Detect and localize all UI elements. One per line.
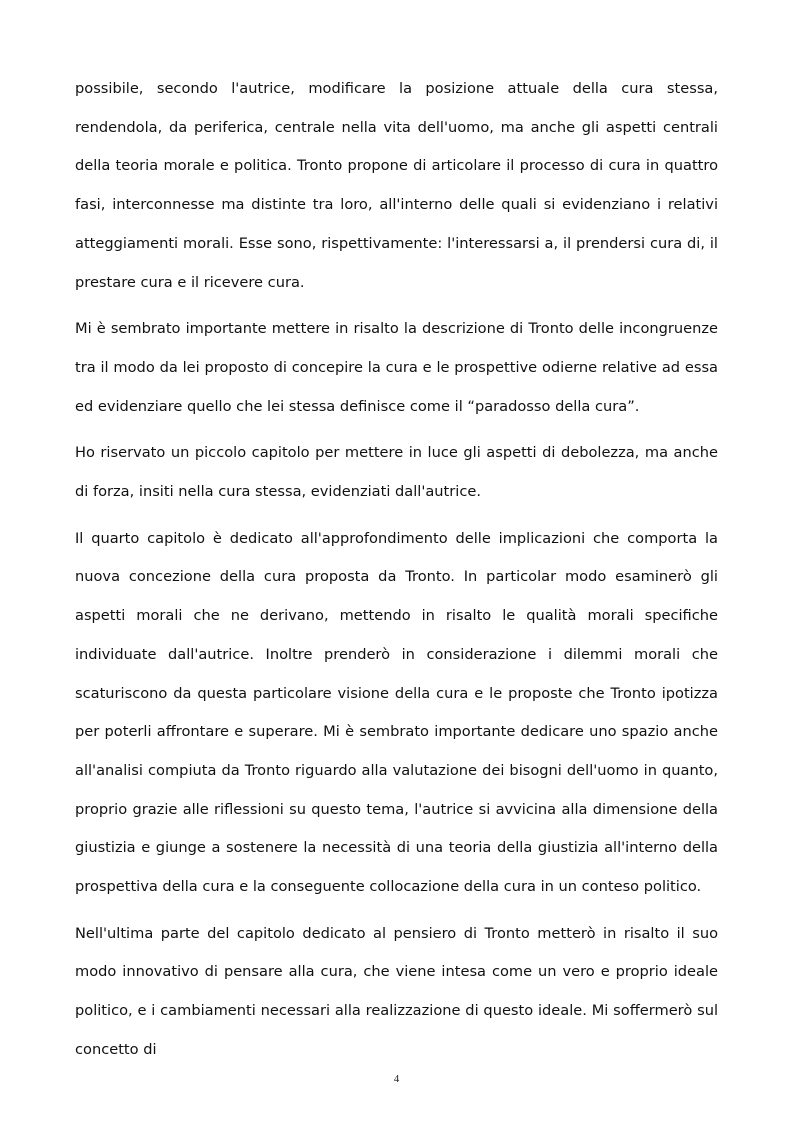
paragraph: possibile, secondo l'autrice, modificare la posizione attuale della cura stessa, rendendola, da periferica, centrale nella vita dell'uomo, ma anche gli aspetti centrali della teoria morale e politica. Tronto propone di articolare il processo di cura in quattro fasi, interconnesse ma distinte tra loro, all'interno delle quali si evidenziano i relativi atteggiamenti morali. Esse sono, rispettivamente: l'interessarsi a, il prendersi cura di, il prestare cura e il ricevere cura. <box>75 80 718 291</box>
paragraph: Nell'ultima parte del capitolo dedicato al pensiero di Tronto metterò in risalto il suo modo innovativo di pensare alla cura, che viene intesa come un vero e proprio ideale politico, e i cambiamenti necessari alla realizzazione di questo ideale. Mi soffermerò sul concetto di <box>75 924 718 1058</box>
body-text <box>75 70 718 1078</box>
paragraph: Il quarto capitolo è dedicato all'approfondimento delle implicazioni che comporta la nuova concezione della cura proposta da Tronto. In particolar modo esaminerò gli aspetti morali che ne derivano, mettendo in risalto le qualità morali specifiche individuate dall'autrice. Inoltre prenderò in considerazione i dilemmi morali che scaturiscono da questa particolare visione della cura e le proposte che Tronto ipotizza per poterli affrontare e superare. Mi è sembrato importante dedicare uno spazio anche all'analisi compiuta da Tronto riguardo alla valutazione dei bisogni dell'uomo in quanto, proprio grazie alle riflessioni su questo tema, l'autrice si avvicina alla dimensione della giustizia e giunge a sostenere la necessità di una teoria della giustizia all'interno della prospettiva della cura e la conseguente collocazione della cura in un conteso politico. <box>75 529 718 896</box>
page-number: 4 <box>393 1073 400 1085</box>
paragraph: Mi è sembrato importante mettere in risalto la descrizione di Tronto delle incongruenze tra il modo da lei proposto di concepire la cura e le prospettive odierne relative ad essa ed evidenziare quello che lei stessa definisce come il “paradosso della cura”. <box>75 320 718 415</box>
paragraph: Ho riservato un piccolo capitolo per mettere in luce gli aspetti di debolezza, ma anche di forza, insiti nella cura stessa, evidenziati dall'autrice. <box>75 444 718 501</box>
